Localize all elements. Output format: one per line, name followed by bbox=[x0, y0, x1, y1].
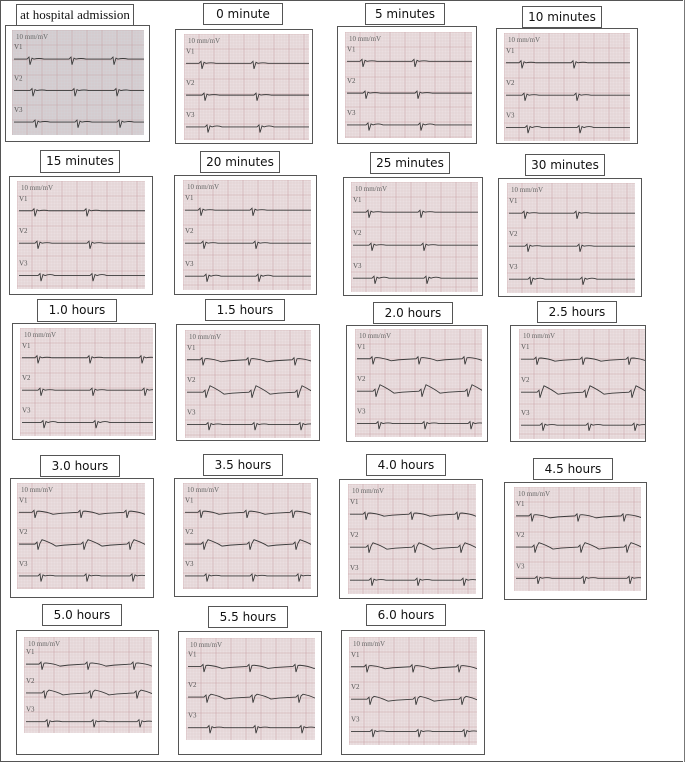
ecg-trace-graphic bbox=[519, 329, 645, 439]
ecg-trace-graphic bbox=[504, 33, 630, 141]
panel-label-4.0h: 4.0 hours bbox=[366, 454, 446, 476]
svg-text:V3: V3 bbox=[19, 559, 28, 568]
panel-label-20min: 20 minutes bbox=[200, 151, 280, 173]
svg-text:V1: V1 bbox=[357, 342, 366, 351]
ecg-strip bbox=[504, 33, 630, 141]
svg-text:V1: V1 bbox=[26, 648, 35, 657]
panel-label-3.5h: 3.5 hours bbox=[203, 454, 283, 476]
panel-label-2.5h: 2.5 hours bbox=[537, 301, 617, 323]
panel-label-4.5h: 4.5 hours bbox=[533, 458, 613, 480]
ecg-strip bbox=[186, 638, 315, 740]
svg-text:V2: V2 bbox=[506, 79, 515, 88]
ecg-strip bbox=[519, 329, 645, 439]
ecg-trace-graphic bbox=[349, 637, 477, 745]
svg-text:V3: V3 bbox=[19, 259, 28, 268]
svg-text:V1: V1 bbox=[521, 343, 530, 352]
ecg-panel-admission bbox=[5, 25, 150, 142]
svg-text:10 mm/mV: 10 mm/mV bbox=[21, 486, 54, 494]
svg-text:V1: V1 bbox=[350, 498, 359, 507]
svg-text:10 mm/mV: 10 mm/mV bbox=[518, 490, 551, 498]
ecg-trace-graphic bbox=[186, 638, 315, 740]
svg-text:V3: V3 bbox=[357, 407, 366, 416]
svg-text:V1: V1 bbox=[509, 197, 518, 206]
svg-text:10 mm/mV: 10 mm/mV bbox=[353, 640, 386, 648]
panel-label-5min: 5 minutes bbox=[365, 3, 445, 25]
ecg-panel-2.5h bbox=[510, 325, 646, 442]
panel-label-5.0h: 5.0 hours bbox=[42, 604, 122, 626]
svg-text:10 mm/mV: 10 mm/mV bbox=[21, 184, 54, 192]
ecg-strip bbox=[348, 484, 476, 594]
svg-text:V3: V3 bbox=[347, 108, 356, 117]
ecg-strip bbox=[17, 181, 145, 289]
svg-text:10 mm/mV: 10 mm/mV bbox=[189, 333, 222, 341]
ecg-trace-graphic bbox=[348, 484, 476, 594]
svg-text:V1: V1 bbox=[351, 650, 360, 659]
ecg-panel-0min bbox=[175, 29, 313, 144]
ecg-trace-graphic bbox=[24, 637, 152, 733]
ecg-panel-10min bbox=[496, 28, 638, 144]
ecg-strip bbox=[20, 328, 153, 436]
ecg-panel-30min bbox=[498, 178, 642, 297]
ecg-panel-1.0h bbox=[12, 323, 156, 440]
panel-label-6.0h: 6.0 hours bbox=[366, 604, 446, 626]
ecg-panel-25min bbox=[343, 177, 483, 296]
ecg-strip bbox=[183, 483, 311, 589]
svg-text:10 mm/mV: 10 mm/mV bbox=[352, 487, 385, 495]
ecg-panel-2.0h bbox=[346, 325, 488, 442]
ecg-panel-1.5h bbox=[176, 324, 320, 441]
svg-text:10 mm/mV: 10 mm/mV bbox=[190, 641, 223, 649]
svg-text:V3: V3 bbox=[516, 562, 525, 571]
ecg-panel-4.5h bbox=[504, 482, 647, 600]
svg-text:V1: V1 bbox=[19, 496, 28, 505]
svg-text:V3: V3 bbox=[509, 263, 518, 272]
ecg-strip bbox=[514, 487, 641, 591]
svg-text:V1: V1 bbox=[14, 43, 23, 52]
svg-text:V2: V2 bbox=[185, 227, 194, 236]
ecg-strip bbox=[12, 30, 144, 135]
ecg-panel-4.0h bbox=[339, 479, 483, 599]
ecg-trace-graphic bbox=[17, 483, 145, 589]
svg-text:10 mm/mV: 10 mm/mV bbox=[511, 186, 544, 194]
svg-text:10 mm/mV: 10 mm/mV bbox=[187, 183, 220, 191]
svg-text:10 mm/mV: 10 mm/mV bbox=[187, 486, 220, 494]
panel-label-5.5h: 5.5 hours bbox=[208, 606, 288, 628]
svg-text:V2: V2 bbox=[351, 683, 360, 692]
ecg-trace-graphic bbox=[514, 487, 641, 591]
ecg-strip bbox=[351, 182, 478, 292]
svg-text:V1: V1 bbox=[506, 46, 515, 55]
svg-text:10 mm/mV: 10 mm/mV bbox=[355, 185, 388, 193]
svg-text:10 mm/mV: 10 mm/mV bbox=[28, 640, 61, 648]
ecg-panel-5min bbox=[337, 26, 477, 144]
svg-text:V1: V1 bbox=[185, 194, 194, 203]
svg-text:V2: V2 bbox=[188, 681, 197, 690]
ecg-panel-15min bbox=[9, 176, 153, 295]
ecg-trace-graphic bbox=[183, 180, 311, 290]
svg-text:V3: V3 bbox=[350, 564, 359, 573]
panel-label-1.0h: 1.0 hours bbox=[37, 299, 117, 322]
svg-text:10 mm/mV: 10 mm/mV bbox=[349, 35, 382, 43]
ecg-trace-graphic bbox=[345, 32, 472, 138]
ecg-strip bbox=[507, 183, 635, 293]
svg-text:V2: V2 bbox=[19, 528, 28, 537]
svg-text:V3: V3 bbox=[353, 262, 362, 271]
ecg-trace-graphic bbox=[183, 483, 311, 589]
ecg-trace-graphic bbox=[17, 181, 145, 289]
ecg-trace-graphic bbox=[185, 330, 311, 438]
svg-text:V1: V1 bbox=[347, 45, 356, 54]
svg-text:V1: V1 bbox=[186, 47, 195, 56]
ecg-trace-graphic bbox=[351, 182, 478, 292]
svg-text:V1: V1 bbox=[187, 343, 196, 352]
svg-text:V3: V3 bbox=[185, 260, 194, 269]
ecg-panel-20min bbox=[174, 175, 317, 295]
svg-text:V3: V3 bbox=[14, 106, 23, 115]
ecg-strip bbox=[183, 180, 311, 290]
svg-text:V2: V2 bbox=[347, 77, 356, 86]
svg-text:V3: V3 bbox=[185, 559, 194, 568]
svg-text:V2: V2 bbox=[185, 528, 194, 537]
ecg-panel-5.0h bbox=[16, 630, 159, 755]
ecg-strip bbox=[184, 34, 309, 140]
svg-text:10 mm/mV: 10 mm/mV bbox=[508, 36, 541, 44]
ecg-trace-graphic bbox=[184, 34, 309, 140]
panel-label-3.0h: 3.0 hours bbox=[40, 455, 120, 477]
ecg-strip bbox=[355, 329, 482, 437]
svg-text:V1: V1 bbox=[516, 499, 525, 508]
svg-text:10 mm/mV: 10 mm/mV bbox=[523, 332, 556, 340]
panel-label-2.0h: 2.0 hours bbox=[373, 302, 453, 324]
svg-text:V1: V1 bbox=[353, 196, 362, 205]
ecg-strip bbox=[185, 330, 311, 438]
svg-text:V3: V3 bbox=[188, 711, 197, 720]
panel-label-1.5h: 1.5 hours bbox=[205, 299, 285, 321]
svg-text:V2: V2 bbox=[509, 230, 518, 239]
svg-text:V3: V3 bbox=[351, 715, 360, 724]
svg-text:10 mm/mV: 10 mm/mV bbox=[188, 37, 221, 45]
ecg-panel-5.5h bbox=[178, 631, 322, 755]
svg-text:V2: V2 bbox=[516, 531, 525, 540]
panel-label-30min: 30 minutes bbox=[525, 154, 605, 176]
panel-label-0min: 0 minute bbox=[203, 3, 283, 25]
panel-label-admission: at hospital admission bbox=[16, 4, 134, 26]
svg-text:V1: V1 bbox=[19, 194, 28, 203]
svg-text:V3: V3 bbox=[506, 111, 515, 120]
svg-text:V2: V2 bbox=[187, 376, 196, 385]
svg-text:V2: V2 bbox=[521, 376, 530, 385]
svg-text:10 mm/mV: 10 mm/mV bbox=[16, 33, 49, 41]
svg-text:V3: V3 bbox=[22, 406, 31, 415]
ecg-panel-6.0h bbox=[341, 630, 485, 755]
svg-text:V3: V3 bbox=[187, 408, 196, 417]
svg-text:V2: V2 bbox=[186, 79, 195, 88]
ecg-strip bbox=[349, 637, 477, 745]
svg-text:V1: V1 bbox=[185, 496, 194, 505]
svg-text:10 mm/mV: 10 mm/mV bbox=[359, 332, 392, 340]
svg-text:V3: V3 bbox=[521, 409, 530, 418]
svg-text:V2: V2 bbox=[26, 676, 35, 685]
panel-label-10min: 10 minutes bbox=[522, 6, 602, 28]
ecg-strip bbox=[17, 483, 145, 589]
svg-text:V2: V2 bbox=[353, 229, 362, 238]
svg-text:V1: V1 bbox=[22, 341, 31, 350]
ecg-strip bbox=[345, 32, 472, 138]
svg-text:10 mm/mV: 10 mm/mV bbox=[24, 331, 57, 339]
svg-text:V1: V1 bbox=[188, 650, 197, 659]
ecg-panel-3.0h bbox=[10, 478, 154, 598]
ecg-trace-graphic bbox=[507, 183, 635, 293]
ecg-strip bbox=[24, 637, 152, 733]
svg-text:V2: V2 bbox=[14, 74, 23, 83]
ecg-trace-graphic bbox=[355, 329, 482, 437]
svg-text:V2: V2 bbox=[19, 227, 28, 236]
svg-text:V2: V2 bbox=[350, 531, 359, 540]
ecg-trace-graphic bbox=[12, 30, 144, 135]
svg-text:V3: V3 bbox=[26, 705, 35, 714]
svg-text:V2: V2 bbox=[357, 375, 366, 384]
ecg-trace-graphic bbox=[20, 328, 153, 436]
svg-text:V2: V2 bbox=[22, 374, 31, 383]
svg-text:V3: V3 bbox=[186, 110, 195, 119]
ecg-panel-3.5h bbox=[174, 478, 318, 597]
panel-label-25min: 25 minutes bbox=[370, 152, 450, 174]
panel-label-15min: 15 minutes bbox=[40, 150, 120, 173]
